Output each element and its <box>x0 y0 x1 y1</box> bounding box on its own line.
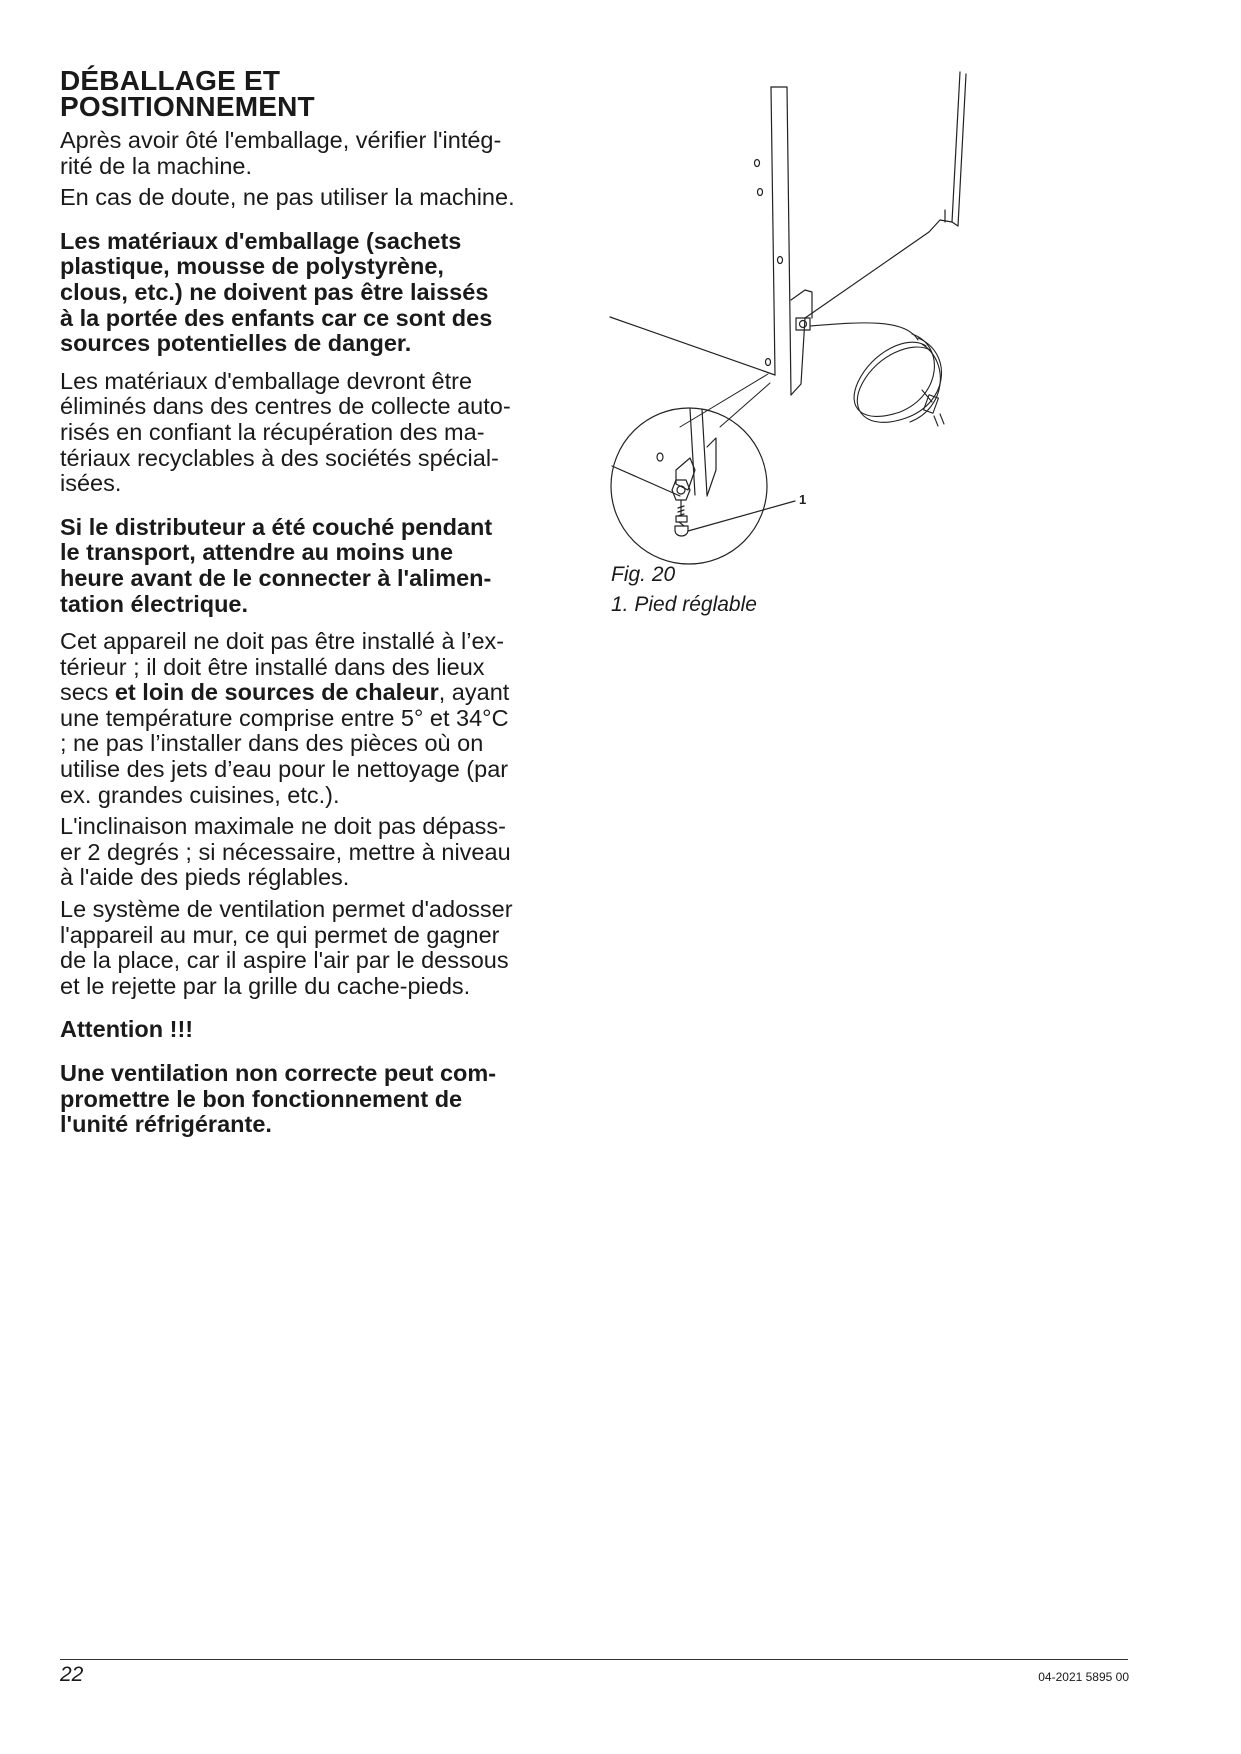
text-line: ex. grandes cuisines, etc.). <box>60 781 340 808</box>
page-number: 22 <box>60 1663 84 1686</box>
detail-circle <box>611 408 795 564</box>
text-line: à la portée des enfants car ce sont des <box>60 304 493 331</box>
text-line: rité de la machine. <box>60 152 253 179</box>
text-line: plastique, mousse de polystyrène, <box>60 253 444 280</box>
zoom-lines <box>680 374 770 427</box>
paragraph-inclination <box>60 814 586 891</box>
text-run: secs <box>60 679 115 706</box>
text-line: Une ventilation non correcte peut com- <box>60 1060 497 1086</box>
text-line: l'unité réfrigérante. <box>60 1111 272 1138</box>
text-line: Les matériaux d'emballage devront être <box>60 367 473 394</box>
power-cord <box>810 323 944 426</box>
text-line: heure avant de le connecter à l'alimen- <box>60 564 492 591</box>
warning-ventilation <box>60 1061 586 1138</box>
text-line: Le système de ventilation permet d'adosser <box>60 896 513 923</box>
text-line: L'inclinaison maximale ne doit pas dépass- <box>60 813 507 840</box>
text-line: de la place, car il aspire l'air par le dessous <box>60 947 509 974</box>
text-line: Si le distributeur a été couché pendant <box>60 513 493 540</box>
text-line: risés en confiant la récupération des ma- <box>60 418 485 445</box>
text-column <box>60 65 586 1138</box>
document-code: 04-2021 5895 00 <box>1038 1670 1129 1684</box>
footer-divider <box>60 1659 1128 1660</box>
text-line: Attention !!! <box>60 1016 194 1043</box>
text-line: ; ne pas l’installer dans des pièces où on <box>60 730 484 757</box>
callout-number: 1 <box>799 492 807 507</box>
text-line: éliminés dans des centres de collecte auto- <box>60 393 511 420</box>
figure-item: 1. Pied réglable <box>611 593 757 616</box>
text-line: sources potentielles de danger. <box>60 330 412 357</box>
text-line: tation électrique. <box>60 590 249 617</box>
text-line: tériaux recyclables à des sociétés spécial- <box>60 444 499 471</box>
warning-packaging <box>60 229 586 357</box>
text-line: utilise des jets d’eau pour le nettoyage (par <box>60 756 509 783</box>
text-line: Après avoir ôté l'emballage, vérifier l'intég- <box>60 127 502 153</box>
paragraph-integrity <box>60 128 586 179</box>
title-line: DÉBALLAGE ET <box>60 65 281 96</box>
figure-adjustable-foot <box>600 66 1030 566</box>
paragraph-disposal <box>60 369 586 497</box>
text-line: à l'aide des pieds réglables. <box>60 864 350 891</box>
text-line: Les matériaux d'emballage (sachets <box>60 227 462 254</box>
paragraph-ventilation <box>60 897 586 999</box>
figure-label: Fig. 20 <box>611 563 676 586</box>
text-line: le transport, attendre au moins une <box>60 539 454 566</box>
text-line: l'appareil au mur, ce qui permet de gagner <box>60 921 500 948</box>
paragraph-installation <box>60 629 586 808</box>
text-line: er 2 degrés ; si nécessaire, mettre à niveau <box>60 838 511 865</box>
attention-heading <box>60 1017 586 1043</box>
text-line: En cas de doute, ne pas utiliser la machine. <box>60 184 515 211</box>
paragraph-doubt <box>60 185 586 211</box>
text-line: promettre le bon fonctionnement de <box>60 1085 463 1112</box>
title-line: POSITIONNEMENT <box>60 91 315 122</box>
cabinet-outline <box>610 72 966 395</box>
figure-caption <box>611 560 757 620</box>
text-line: Cet appareil ne doit pas être installé à l’ex- <box>60 628 505 655</box>
text-line: isées. <box>60 470 122 497</box>
warning-transport <box>60 515 586 617</box>
text-line: térieur ; il doit être installé dans des lieux <box>60 653 485 680</box>
text-line-mixed <box>60 680 586 706</box>
text-line: et le rejette par la grille du cache-pieds. <box>60 972 471 999</box>
section-title <box>60 65 586 122</box>
text-run-bold: et loin de sources de chaleur <box>114 679 439 706</box>
text-line: une température comprise entre 5° et 34°C <box>60 704 509 731</box>
text-line: clous, etc.) ne doivent pas être laissés <box>60 278 489 305</box>
text-run: , ayant <box>438 679 510 706</box>
